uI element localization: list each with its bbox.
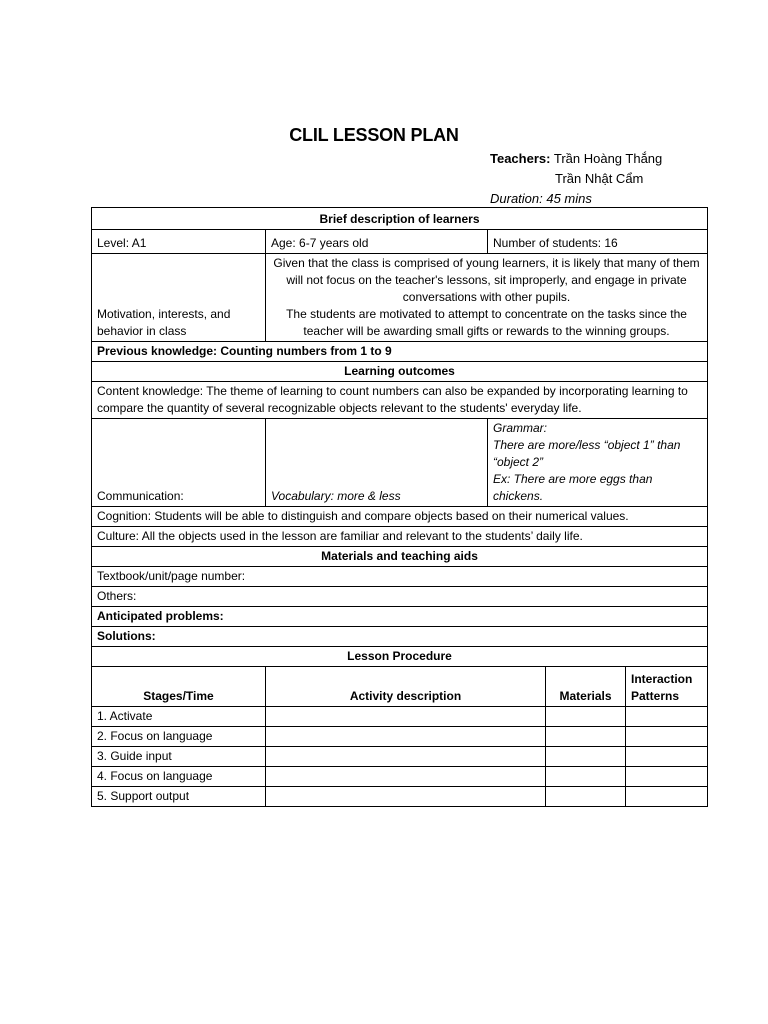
- procedure-header-row: [92, 667, 708, 707]
- interaction-cell: [626, 727, 708, 747]
- stage-cell: 2. Focus on language: [92, 727, 266, 747]
- duration: Duration: 45 mins: [490, 191, 592, 206]
- col-interaction: Interaction Patterns: [626, 667, 708, 707]
- lesson-plan-table: [91, 207, 708, 807]
- activity-cell: [266, 767, 546, 787]
- grammar-line-1: Grammar:: [493, 421, 547, 435]
- grammar-cell: [488, 419, 708, 507]
- activity-cell: [266, 747, 546, 767]
- previous-knowledge-row: [92, 342, 708, 362]
- col-activity: Activity description: [266, 667, 546, 707]
- vocabulary-cell: Vocabulary: more & less: [266, 419, 488, 507]
- others-row: [92, 587, 708, 607]
- students-cell: Number of students: 16: [488, 230, 708, 254]
- procedure-row: [92, 747, 708, 767]
- interaction-cell: [626, 707, 708, 727]
- stage-cell: 4. Focus on language: [92, 767, 266, 787]
- teachers-label: Teachers:: [490, 151, 551, 166]
- outcomes-heading: Learning outcomes: [92, 362, 708, 382]
- textbook-row: [92, 567, 708, 587]
- culture: Culture: All the objects used in the lesson are familiar and relevant to the students’ daily life.: [92, 527, 708, 547]
- learners-heading-row: [92, 208, 708, 230]
- materials-heading: Materials and teaching aids: [92, 547, 708, 567]
- teacher-1: Trần Hoàng Thắng: [553, 151, 663, 166]
- content-knowledge: Content knowledge: The theme of learning to count numbers can also be expanded by incorporating learning to compare the quantity of several recognizable objects relevant to the students' everyday life.: [92, 382, 708, 419]
- lesson-plan-title: CLIL LESSON PLAN: [289, 125, 459, 145]
- procedure-row: [92, 787, 708, 807]
- problems-row: [92, 607, 708, 627]
- interaction-cell: [626, 747, 708, 767]
- teacher-2: Trần Nhật Cẩm: [555, 171, 644, 186]
- activity-cell: [266, 707, 546, 727]
- solutions: Solutions:: [92, 627, 708, 647]
- materials-cell: [546, 727, 626, 747]
- interaction-cell: [626, 767, 708, 787]
- solutions-row: [92, 627, 708, 647]
- procedure-row: [92, 727, 708, 747]
- communication-label: Communication:: [92, 419, 266, 507]
- materials-cell: [546, 767, 626, 787]
- teachers-line-1: [490, 149, 662, 169]
- col-materials: Materials: [546, 667, 626, 707]
- procedure-heading-row: [92, 647, 708, 667]
- motivation-label: Motivation, interests, and behavior in class: [92, 254, 266, 342]
- motivation-text-1: Given that the class is comprised of young learners, it is likely that many of them will not focus on the teacher's lessons, sit improperly, and engage in private conversations with other pupils.: [273, 256, 700, 304]
- cognition-row: [92, 507, 708, 527]
- procedure-row: [92, 707, 708, 727]
- cognition: Cognition: Students will be able to distinguish and compare objects based on their numerical values.: [92, 507, 708, 527]
- materials-heading-row: [92, 547, 708, 567]
- culture-row: [92, 527, 708, 547]
- activity-cell: [266, 727, 546, 747]
- grammar-line-2: There are more/less “object 1” than “object 2”: [493, 438, 681, 469]
- materials-cell: [546, 787, 626, 807]
- anticipated-problems: Anticipated problems:: [92, 607, 708, 627]
- materials-cell: [546, 747, 626, 767]
- activity-cell: [266, 787, 546, 807]
- stage-cell: 1. Activate: [92, 707, 266, 727]
- procedure-heading: Lesson Procedure: [92, 647, 708, 667]
- motivation-row: [92, 254, 708, 342]
- motivation-text-2: The students are motivated to attempt to concentrate on the tasks since the teacher will be awarding small gifts or rewards to the winning groups.: [286, 307, 687, 338]
- stage-cell: 5. Support output: [92, 787, 266, 807]
- others: Others:: [92, 587, 708, 607]
- learners-basic-row: [92, 230, 708, 254]
- level-cell: Level: A1: [92, 230, 266, 254]
- age-cell: Age: 6-7 years old: [266, 230, 488, 254]
- communication-row: [92, 419, 708, 507]
- outcomes-heading-row: [92, 362, 708, 382]
- textbook: Textbook/unit/page number:: [92, 567, 708, 587]
- col-stages: Stages/Time: [92, 667, 266, 707]
- procedure-row: [92, 767, 708, 787]
- motivation-text: [266, 254, 708, 342]
- materials-cell: [546, 707, 626, 727]
- grammar-line-3: Ex: There are more eggs than chickens.: [493, 472, 653, 503]
- learners-heading: Brief description of learners: [92, 208, 708, 230]
- interaction-cell: [626, 787, 708, 807]
- stage-cell: 3. Guide input: [92, 747, 266, 767]
- content-knowledge-row: [92, 382, 708, 419]
- previous-knowledge: Previous knowledge: Counting numbers from 1 to 9: [92, 342, 708, 362]
